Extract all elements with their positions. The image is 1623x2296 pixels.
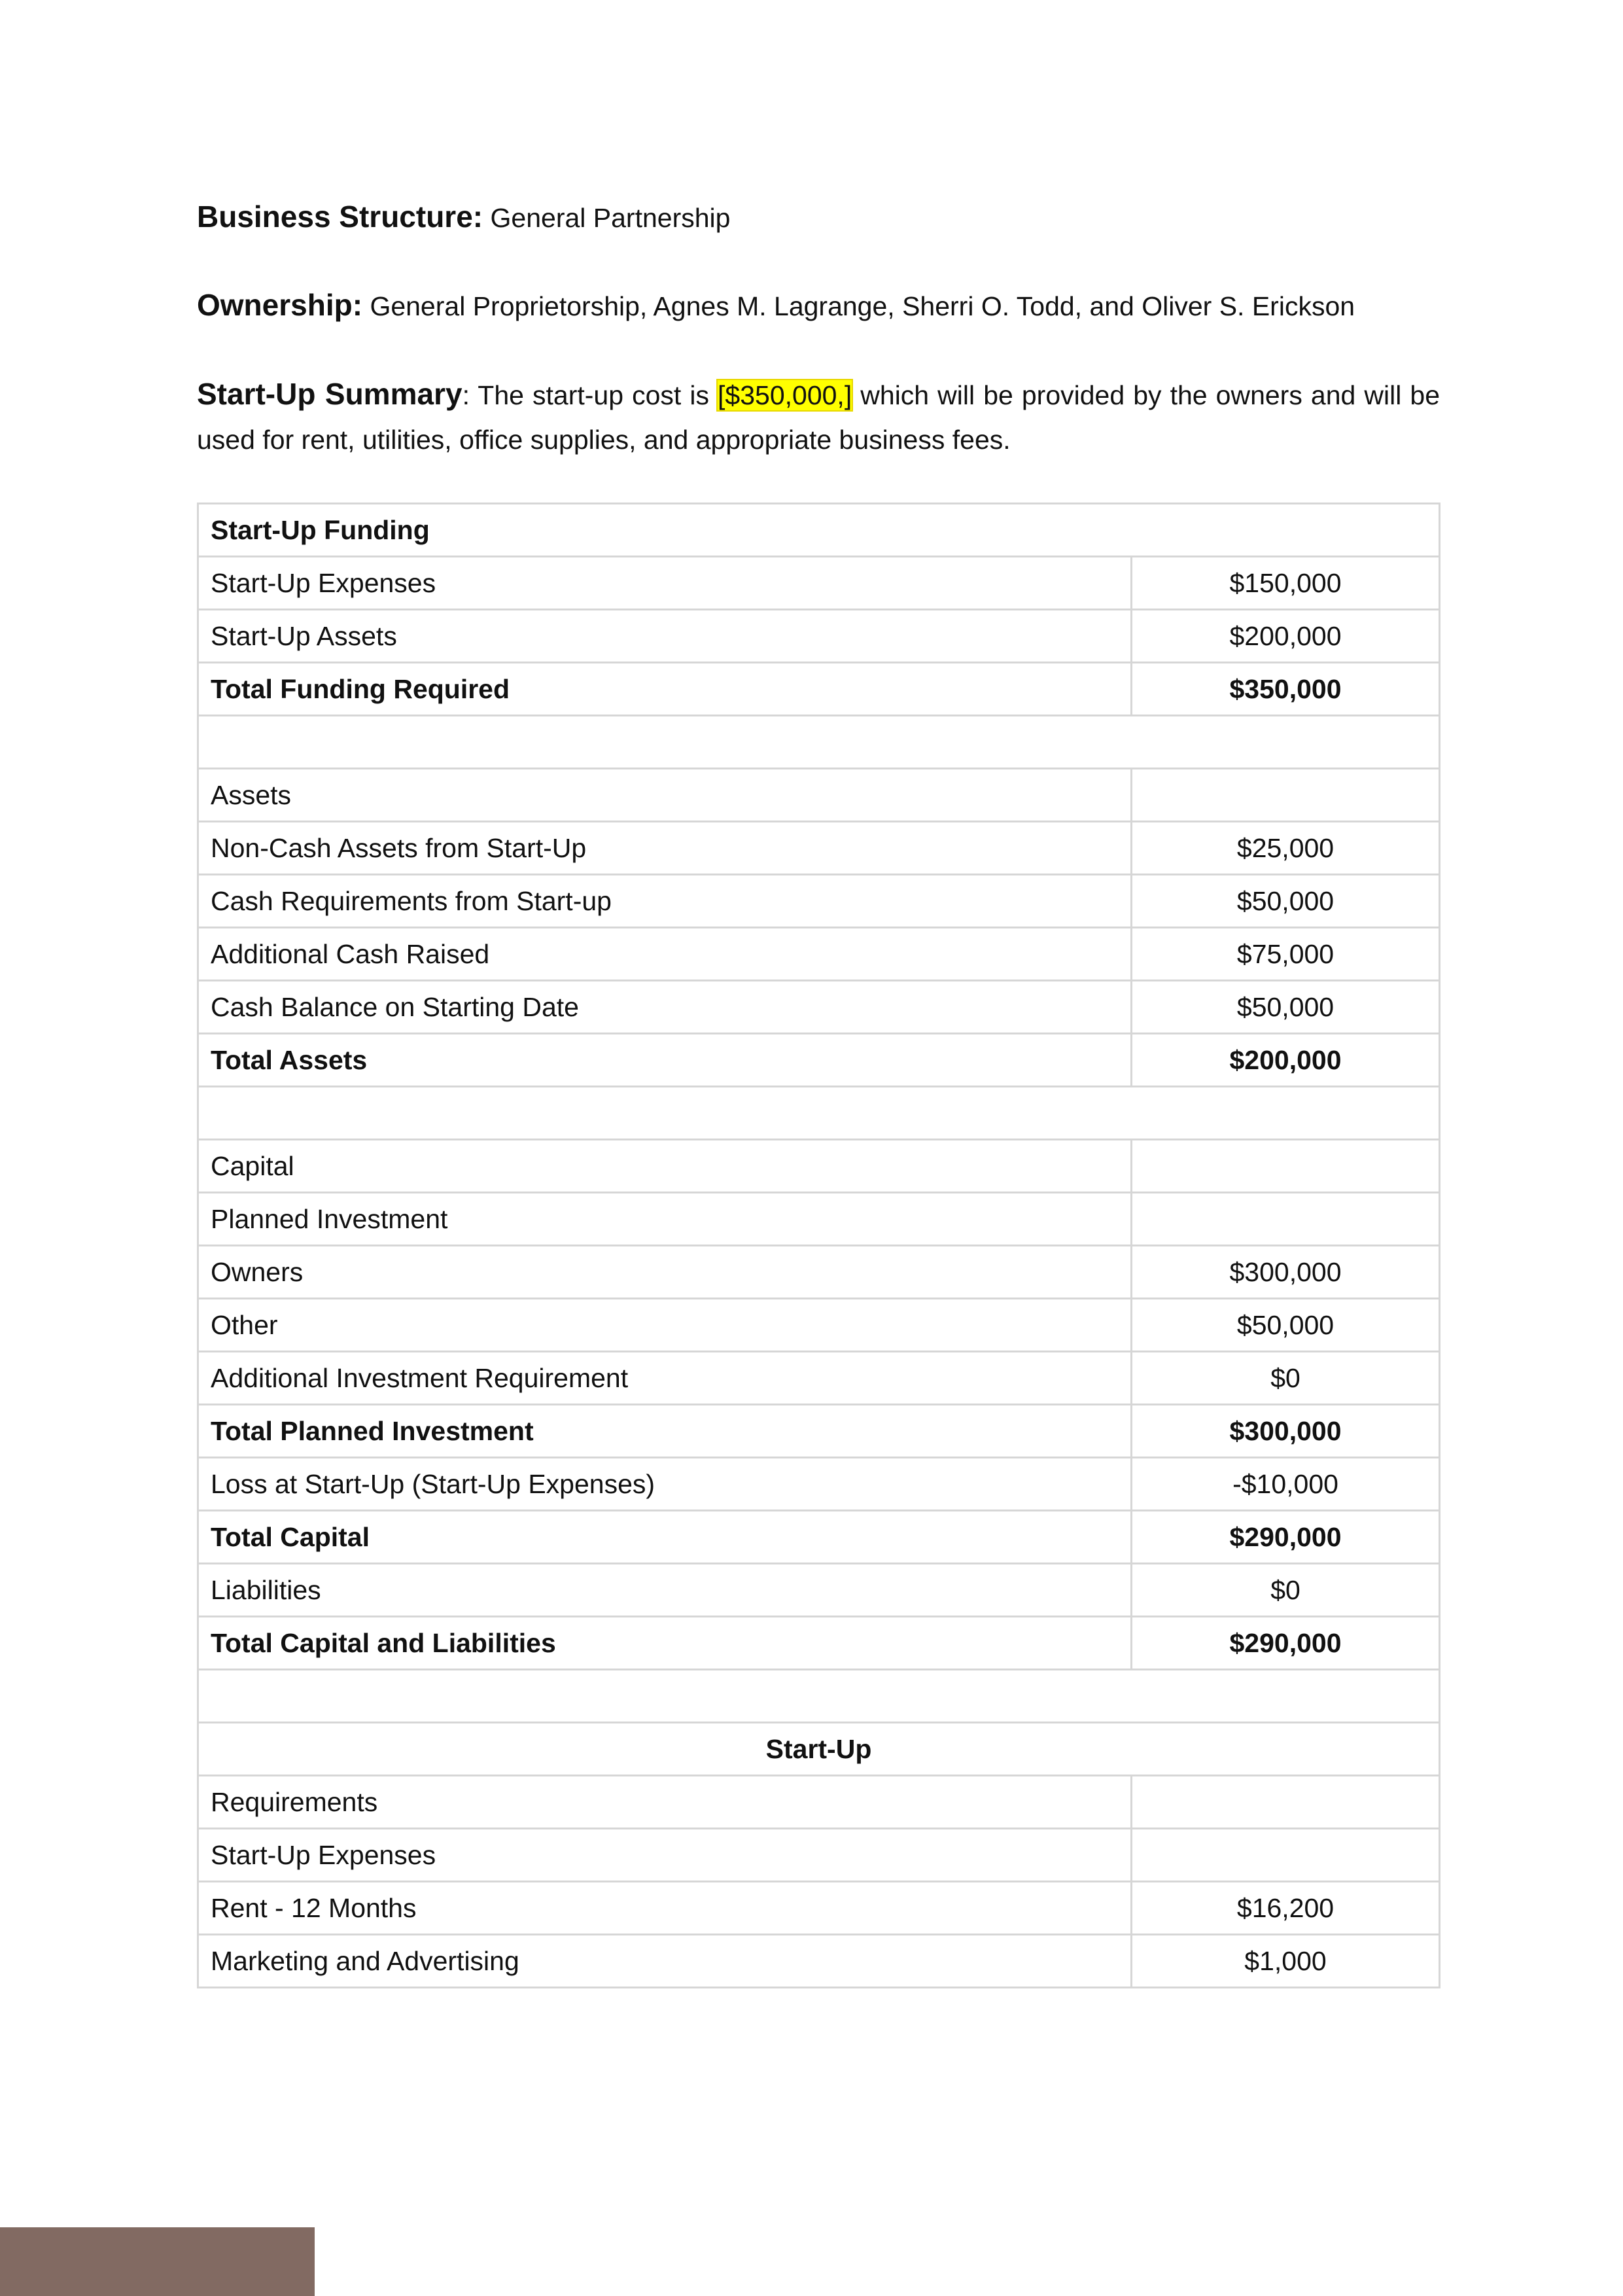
row-label: Start-Up Assets (198, 610, 1132, 663)
ownership-value: General Proprietorship, Agnes M. Lagrange, Sherri O. Todd, and Oliver S. Erickson (370, 291, 1355, 321)
table-row (198, 1193, 1440, 1246)
row-label: Marketing and Advertising (198, 1935, 1132, 1988)
business-structure-line (197, 194, 1440, 240)
startup-cost-highlight: [$350,000,] (718, 380, 852, 410)
table-body (198, 504, 1440, 1988)
row-value: $150,000 (1132, 557, 1440, 610)
row-value (1132, 769, 1440, 822)
row-value (1132, 1776, 1440, 1829)
startup-summary-text-1: : The start-up cost is (462, 380, 718, 410)
business-structure-value: General Partnership (490, 203, 731, 233)
row-value: $300,000 (1132, 1246, 1440, 1299)
row-label: Non-Cash Assets from Start-Up (198, 822, 1132, 875)
table-row (198, 1034, 1440, 1087)
table-row (198, 981, 1440, 1034)
table-row (198, 1405, 1440, 1458)
ownership-line (197, 283, 1440, 328)
business-structure-label: Business Structure: (197, 200, 483, 234)
row-value (1132, 1193, 1440, 1246)
row-label: Total Planned Investment (198, 1405, 1132, 1458)
row-label: Requirements (198, 1776, 1132, 1829)
startup-summary-label: Start-Up Summary (197, 377, 462, 411)
table-row (198, 1140, 1440, 1193)
row-label: Loss at Start-Up (Start-Up Expenses) (198, 1458, 1132, 1511)
table-row (198, 1458, 1440, 1511)
row-label: Total Capital (198, 1511, 1132, 1564)
startup-summary-text-2: which will be provided by the owners and will be used for rent, utilities, office supplies, and appropriate business fees. (197, 380, 1440, 455)
row-value: $350,000 (1132, 663, 1440, 716)
spacer-cell (198, 1087, 1440, 1140)
row-label: Additional Cash Raised (198, 928, 1132, 981)
table-row (198, 1617, 1440, 1670)
row-label: Planned Investment (198, 1193, 1132, 1246)
row-value: $50,000 (1132, 981, 1440, 1034)
startup-summary (197, 372, 1440, 462)
spacer-cell (198, 716, 1440, 769)
row-value: $290,000 (1132, 1511, 1440, 1564)
row-label: Liabilities (198, 1564, 1132, 1617)
table-title-row (198, 504, 1440, 557)
row-value: $1,000 (1132, 1935, 1440, 1988)
table-row (198, 1935, 1440, 1988)
table-row (198, 557, 1440, 610)
table-row (198, 1299, 1440, 1352)
row-label: Capital (198, 1140, 1132, 1193)
row-label: Total Assets (198, 1034, 1132, 1087)
row-value: -$10,000 (1132, 1458, 1440, 1511)
table-row (198, 1564, 1440, 1617)
row-value: $50,000 (1132, 1299, 1440, 1352)
table-section-header-row (198, 1723, 1440, 1776)
table-spacer-row (198, 1087, 1440, 1140)
row-label: Cash Requirements from Start-up (198, 875, 1132, 928)
table-spacer-row (198, 1670, 1440, 1723)
table-row (198, 769, 1440, 822)
table-spacer-row (198, 716, 1440, 769)
row-label: Owners (198, 1246, 1132, 1299)
row-value: $50,000 (1132, 875, 1440, 928)
row-label: Additional Investment Requirement (198, 1352, 1132, 1405)
row-value (1132, 1140, 1440, 1193)
spacer-cell (198, 1670, 1440, 1723)
row-value: $25,000 (1132, 822, 1440, 875)
row-value: $0 (1132, 1352, 1440, 1405)
row-value: $200,000 (1132, 610, 1440, 663)
table-row (198, 610, 1440, 663)
row-label: Rent - 12 Months (198, 1882, 1132, 1935)
footer-bar (0, 2227, 315, 2296)
row-label: Start-Up Expenses (198, 557, 1132, 610)
row-label: Total Funding Required (198, 663, 1132, 716)
table-title: Start-Up Funding (198, 504, 1440, 557)
row-label: Total Capital and Liabilities (198, 1617, 1132, 1670)
table-row (198, 1882, 1440, 1935)
table-row (198, 928, 1440, 981)
startup-funding-table (197, 503, 1440, 1988)
row-value: $75,000 (1132, 928, 1440, 981)
table-row (198, 875, 1440, 928)
table-row (198, 663, 1440, 716)
table-row (198, 822, 1440, 875)
table-row (198, 1246, 1440, 1299)
row-label: Start-Up Expenses (198, 1829, 1132, 1882)
table-row (198, 1776, 1440, 1829)
row-value: $16,200 (1132, 1882, 1440, 1935)
row-label: Cash Balance on Starting Date (198, 981, 1132, 1034)
row-value: $290,000 (1132, 1617, 1440, 1670)
row-label: Other (198, 1299, 1132, 1352)
ownership-label: Ownership: (197, 288, 363, 322)
table-row (198, 1352, 1440, 1405)
table-row (198, 1829, 1440, 1882)
row-value: $0 (1132, 1564, 1440, 1617)
table-row (198, 1511, 1440, 1564)
row-value (1132, 1829, 1440, 1882)
section-header: Start-Up (198, 1723, 1440, 1776)
row-label: Assets (198, 769, 1132, 822)
row-value: $300,000 (1132, 1405, 1440, 1458)
row-value: $200,000 (1132, 1034, 1440, 1087)
